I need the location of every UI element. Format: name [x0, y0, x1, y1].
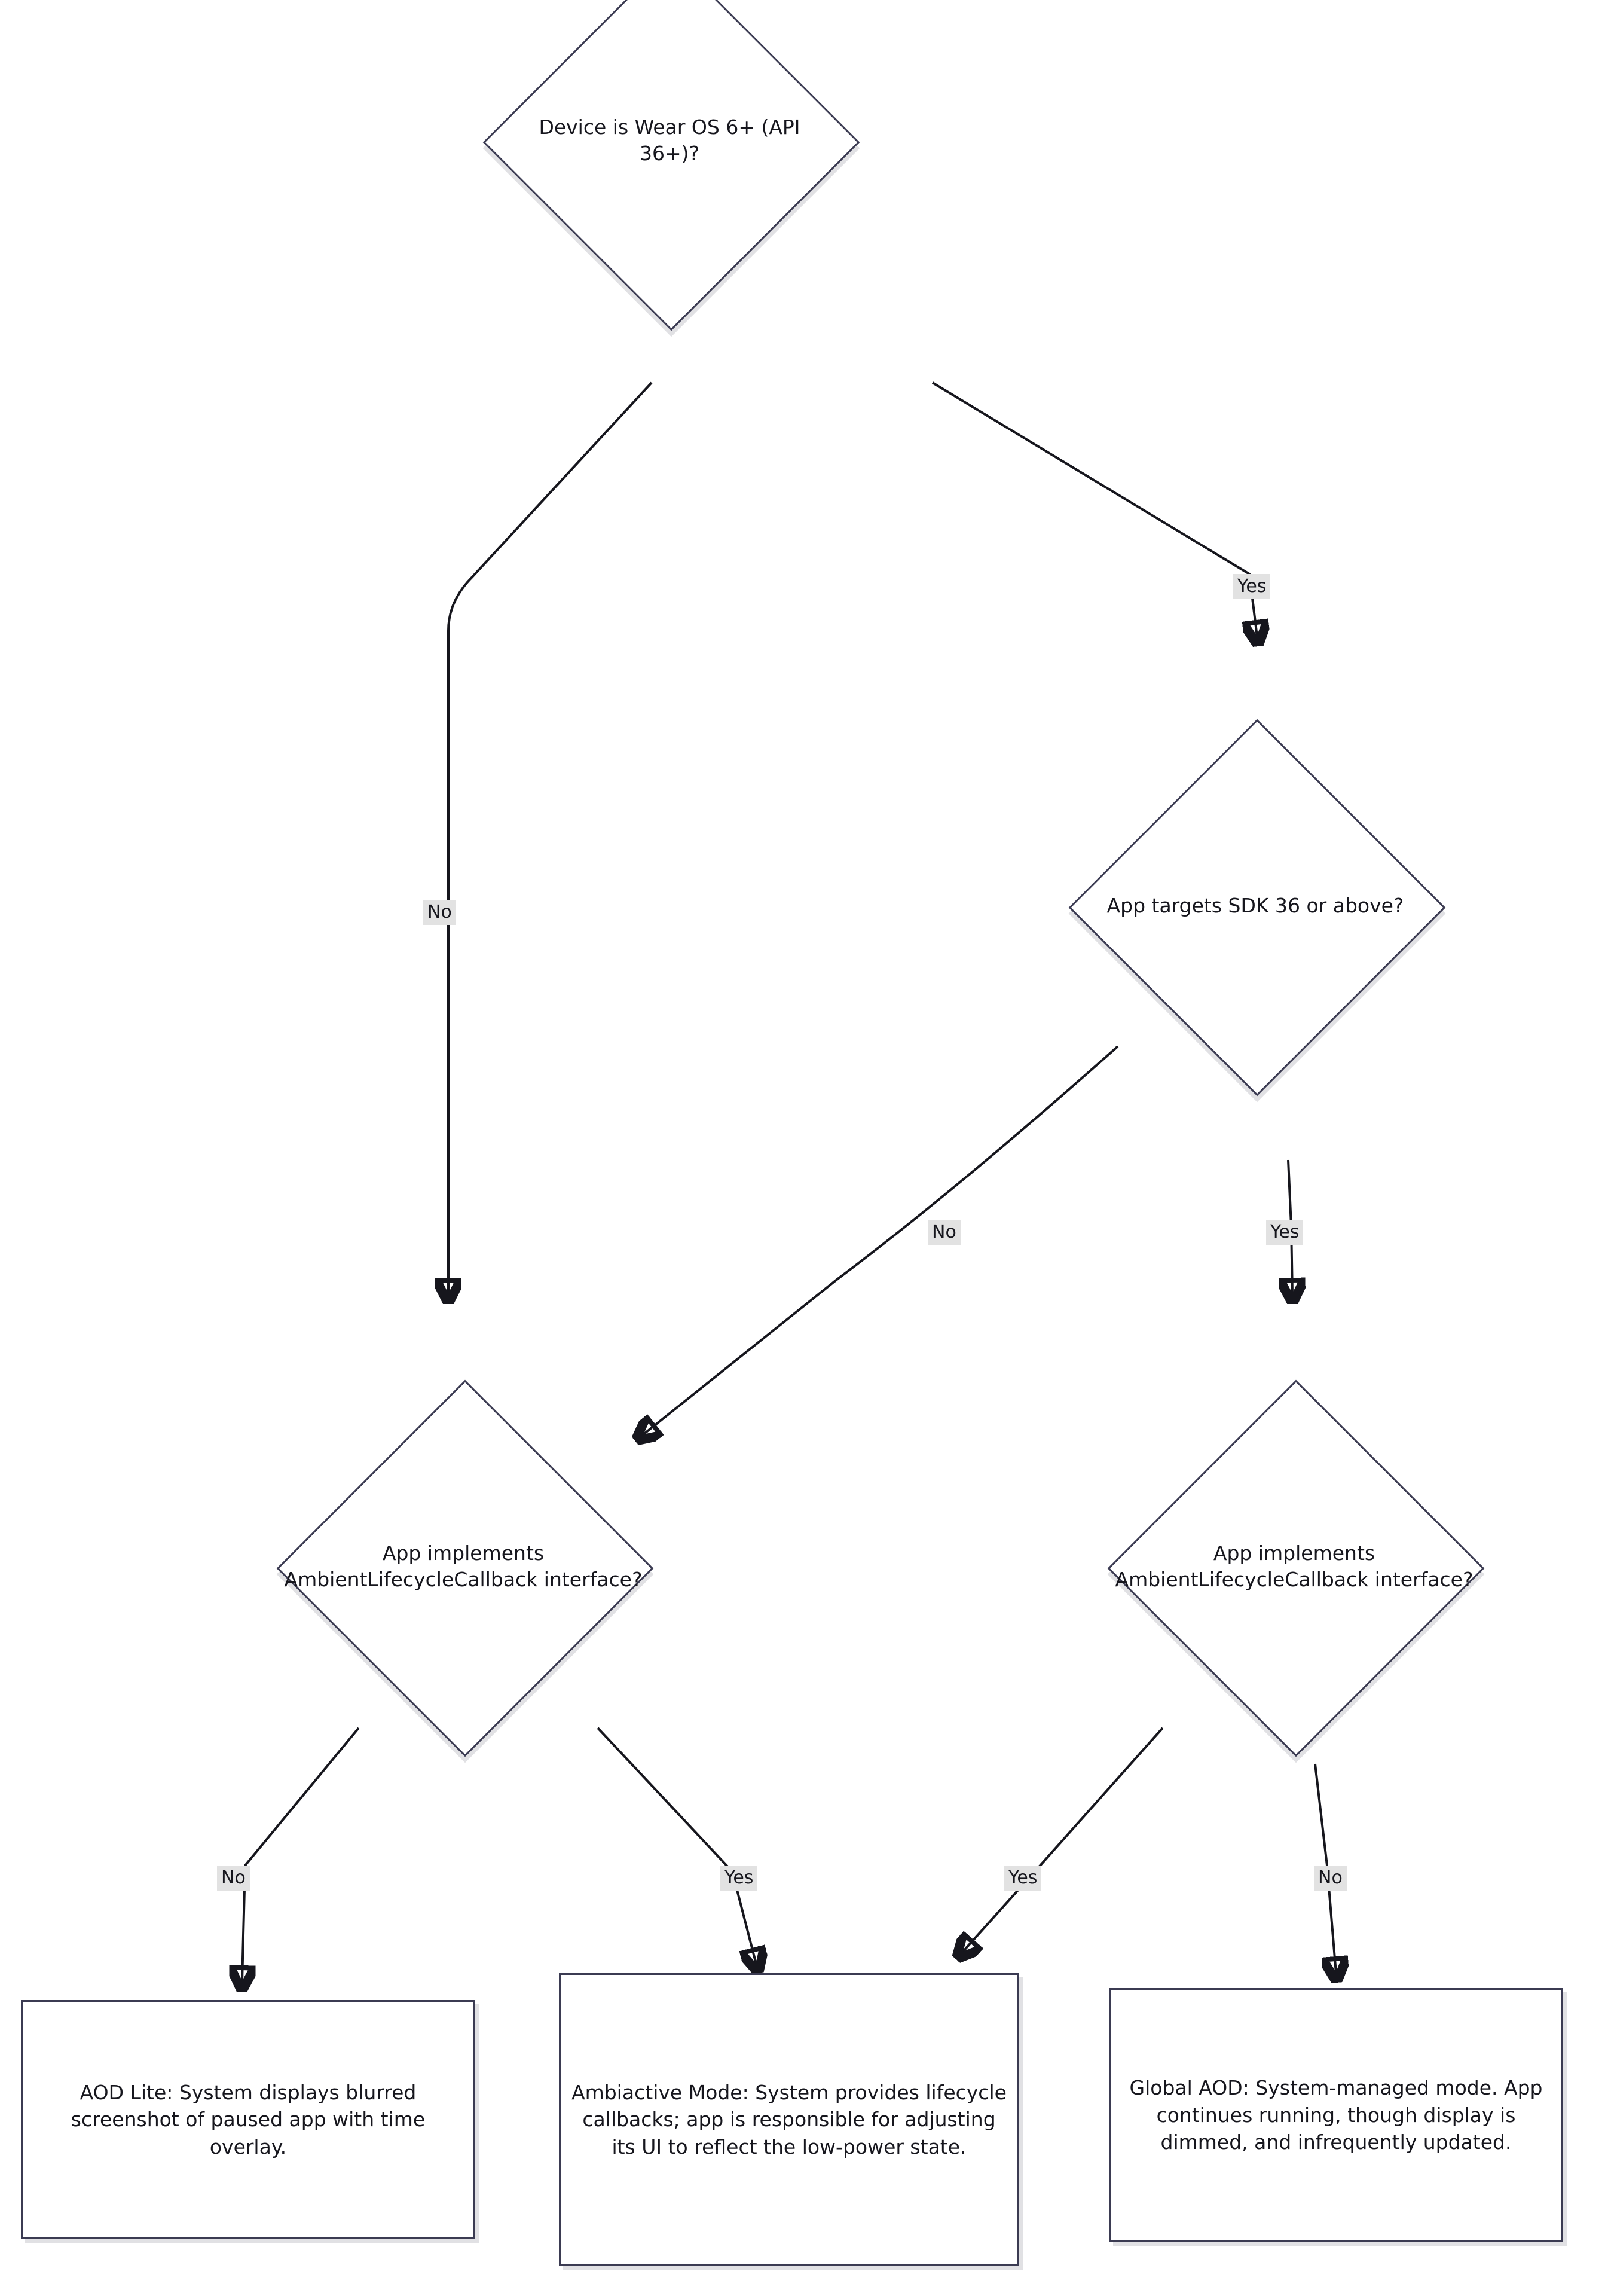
edge-label-left-callback-no: No: [217, 1866, 250, 1891]
edge-label-right-callback-no: No: [1314, 1866, 1347, 1891]
node-callback-check-right[interactable]: [1115, 1435, 1474, 1698]
node-wearos-check[interactable]: [538, 9, 801, 272]
edge-label-wearos-yes: Yes: [1233, 574, 1270, 599]
edge-label-left-callback-yes: Yes: [720, 1866, 757, 1891]
edge-wearos-yes: [933, 383, 1257, 637]
edge-label-wearos-no: No: [423, 900, 456, 925]
edge-left-callback-no: [242, 1728, 359, 1982]
edge-right-callback-yes: [962, 1728, 1163, 1952]
edge-label-right-callback-yes: Yes: [1004, 1866, 1041, 1891]
edge-label-sdk-yes: Yes: [1266, 1220, 1303, 1245]
node-callback-check-left-label: App implements AmbientLifecycleCallback interface?: [284, 1541, 643, 1591]
node-aod-lite-label: AOD Lite: System displays blurred screenshot of paused app with time overlay.: [71, 2080, 426, 2158]
edge-wearos-no: [448, 383, 652, 1294]
node-ambiactive[interactable]: [559, 1973, 1019, 2266]
node-global-aod-label: Global AOD: System-managed mode. App continues running, though display is dimmed, and infrequently updated.: [1129, 2076, 1543, 2154]
edge-label-sdk-no: No: [928, 1220, 961, 1245]
node-ambiactive-label: Ambiactive Mode: System provides lifecycle callbacks; app is responsible for adjusting its UI to reflect the low-power state.: [571, 2080, 1007, 2158]
node-global-aod[interactable]: [1109, 1988, 1563, 2242]
node-sdk-check-label: App targets SDK 36 or above?: [1106, 894, 1404, 918]
edge-sdk-no: [643, 1046, 1118, 1435]
node-aod-lite[interactable]: [21, 2000, 475, 2239]
node-callback-check-right-label: App implements AmbientLifecycleCallback interface?: [1115, 1541, 1474, 1591]
node-wearos-check-label: Device is Wear OS 6+ (API 36+)?: [539, 115, 800, 165]
edge-left-callback-yes: [598, 1728, 756, 1964]
node-callback-check-left[interactable]: [284, 1435, 643, 1698]
node-sdk-check-shape[interactable]: [1106, 774, 1404, 1037]
